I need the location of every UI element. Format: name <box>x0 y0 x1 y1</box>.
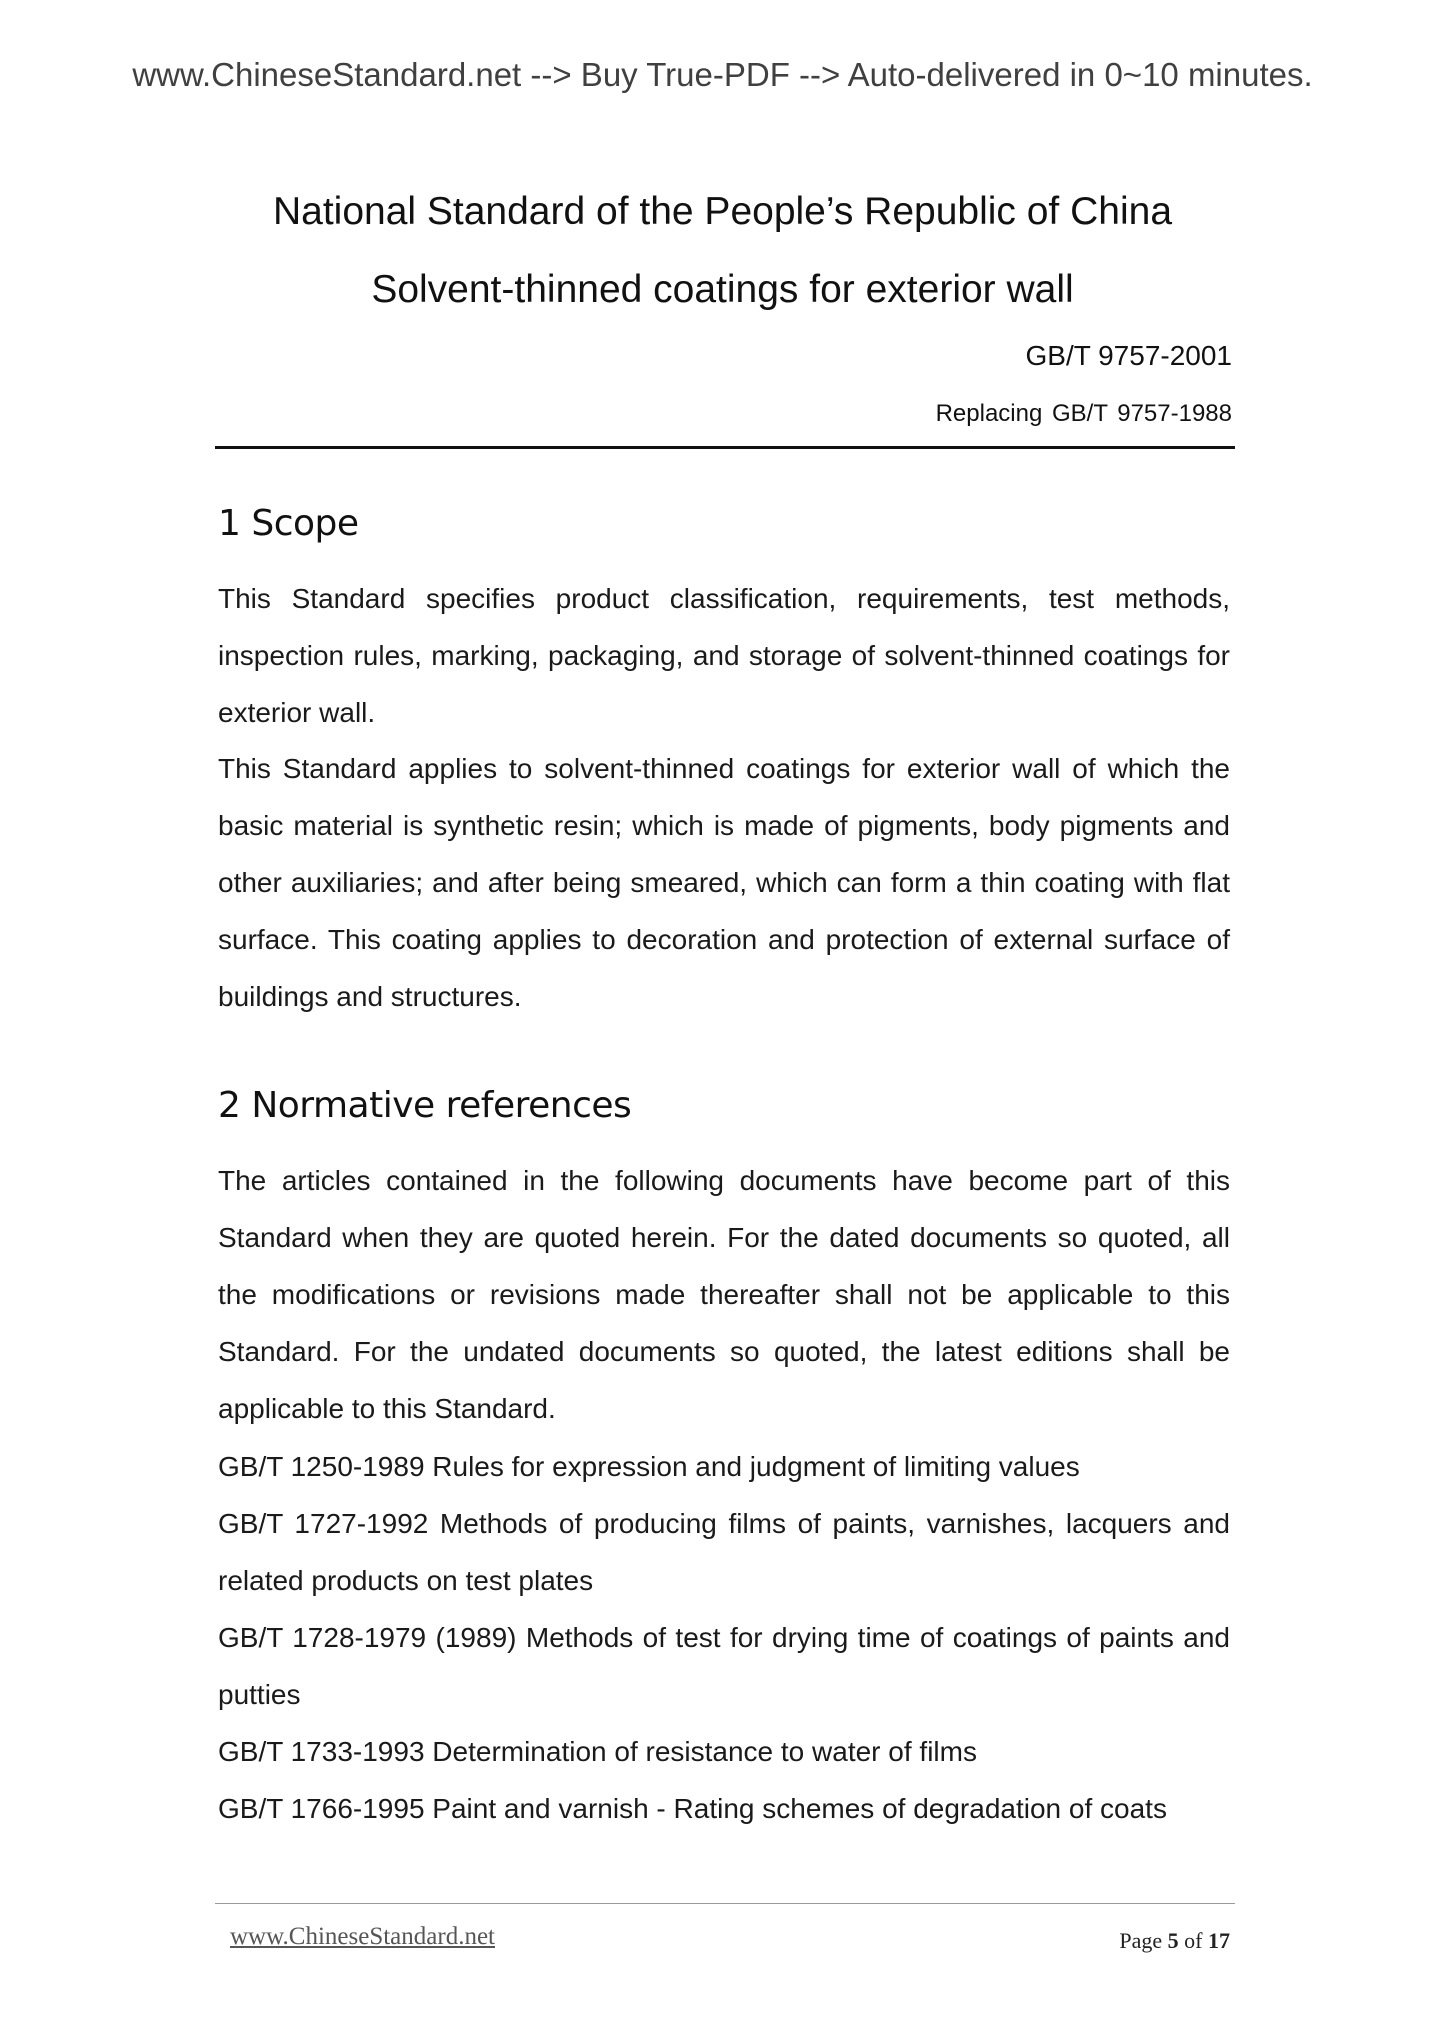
scope-paragraph-1: This Standard specifies product classification, requirements, test methods, inspection rules, marking, packaging, and storage of solvent-thinned coatings for exterior wall. <box>218 583 1230 728</box>
reference-list <box>218 1438 1230 1837</box>
footer-site-link[interactable]: www.ChineseStandard.net <box>230 1923 495 1950</box>
page-of: of <box>1184 1928 1203 1953</box>
reference-item: GB/T 1727-1992 Methods of producing films of paints, varnishes, lacquers and related products on test plates <box>218 1508 1230 1596</box>
page-number <box>1119 1928 1230 1954</box>
top-banner[interactable]: www.ChineseStandard.net --> Buy True-PDF --> Auto-delivered in 0~10 minutes. <box>132 56 1313 93</box>
document-subtitle: Solvent-thinned coatings for exterior wall <box>371 268 1074 311</box>
header-divider <box>215 446 1235 449</box>
document-title: National Standard of the People’s Republic of China <box>272 190 1173 233</box>
reference-item: GB/T 1766-1995 Paint and varnish - Rating schemes of degradation of coats <box>218 1793 1167 1824</box>
standard-code: GB/T 9757-2001 <box>1025 340 1232 371</box>
page-current: 5 <box>1167 1928 1179 1953</box>
page-total: 17 <box>1208 1928 1230 1953</box>
reference-item: GB/T 1250-1989 Rules for expression and judgment of limiting values <box>218 1451 1080 1482</box>
reference-item: GB/T 1728-1979 (1989) Methods of test for drying time of coatings of paints and putties <box>218 1622 1230 1710</box>
reference-item: GB/T 1733-1993 Determination of resistance to water of films <box>218 1736 977 1767</box>
scope-paragraph-2: This Standard applies to solvent-thinned coatings for exterior wall of which the basic material is synthetic resin; which is made of pigments, body pigments and other auxiliaries; and after being smeared, which can form a thin coating with flat surface. This coating applies to decoration and protection of external surface of buildings and structures. <box>218 753 1230 1012</box>
page-label: Page <box>1119 1928 1163 1953</box>
footer-divider <box>215 1903 1235 1904</box>
section-heading-normative-references: 2 Normative references <box>218 1085 632 1126</box>
replacing-note: Replacing GB/T 9757-1988 <box>935 400 1232 427</box>
references-intro-paragraph: The articles contained in the following documents have become part of this Standard when they are quoted herein. For the dated documents so quoted, all the modifications or revisions made thereafter shall not be applicable to this Standard. For the undated documents so quoted, the latest editions shall be applicable to this Standard. <box>218 1165 1230 1424</box>
section-heading-scope: 1 Scope <box>218 503 359 544</box>
